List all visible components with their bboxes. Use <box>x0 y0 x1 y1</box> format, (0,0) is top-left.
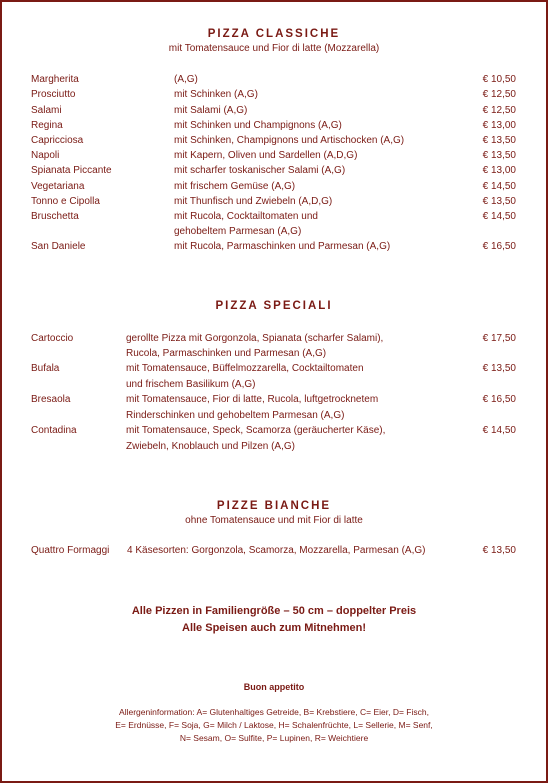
item-name: Salami <box>31 105 62 116</box>
item-description: mit Schinken (A,G) <box>174 89 258 100</box>
item-name: Cartoccio <box>31 333 74 344</box>
item-price: € 14,50 <box>482 181 516 192</box>
item-description: mit scharfer toskanischer Salami (A,G) <box>174 165 346 176</box>
item-description: gehobeltem Parmesan (A,G) <box>174 226 302 237</box>
item-description: und frischem Basilikum (A,G) <box>126 379 256 390</box>
item-price: € 10,50 <box>482 74 516 85</box>
section-title-speciali: PIZZA SPECIALI <box>215 300 333 312</box>
item-price: € 13,50 <box>482 545 516 556</box>
allergen-line: N= Sesam, O= Sulfite, P= Lupinen, R= Weichtiere <box>179 733 369 743</box>
item-description: gerollte Pizza mit Gorgonzola, Spianata (scharfer Salami), <box>126 333 384 344</box>
item-description: mit Tomatensauce, Büffelmozzarella, Cocktailtomaten <box>126 363 364 374</box>
item-description: mit Thunfisch und Zwiebeln (A,D,G) <box>174 196 333 207</box>
item-price: € 14,50 <box>482 211 516 222</box>
item-price: € 13,50 <box>482 150 516 161</box>
item-description: Zwiebeln, Knoblauch und Pilzen (A,G) <box>126 441 295 452</box>
item-name: Contadina <box>31 425 77 436</box>
allergen-line: E= Erdnüsse, F= Soja, G= Milch / Laktose, H= Schalenfrüchte, L= Sellerie, M= Senf, <box>115 720 433 730</box>
item-name: San Daniele <box>31 241 86 252</box>
item-price: € 13,00 <box>482 165 516 176</box>
allergen-line: Allergeninformation: A= Glutenhaltiges Getreide, B= Krebstiere, C= Eier, D= Fisch, <box>119 707 429 717</box>
item-price: € 13,50 <box>482 363 516 374</box>
item-price: € 12,50 <box>482 105 516 116</box>
item-description: mit Tomatensauce, Speck, Scamorza (geräucherter Käse), <box>126 425 386 436</box>
item-price: € 12,50 <box>482 89 516 100</box>
allergen-info <box>0 706 548 745</box>
item-name: Spianata Piccante <box>31 165 112 176</box>
item-name: Bresaola <box>31 394 71 405</box>
item-price: € 13,50 <box>482 135 516 146</box>
closing-line: Buon appetito <box>243 682 305 692</box>
item-price: € 13,50 <box>482 196 516 207</box>
item-name: Capricciosa <box>31 135 84 146</box>
item-description: Rinderschinken und gehobeltem Parmesan (A,G) <box>126 410 345 421</box>
item-name: Regina <box>31 120 63 131</box>
section-title-bianche: PIZZE BIANCHE <box>216 500 332 512</box>
item-description: mit frischem Gemüse (A,G) <box>174 181 296 192</box>
item-description: mit Tomatensauce, Fior di latte, Rucola, luftgetrocknetem <box>126 394 379 405</box>
item-price: € 14,50 <box>482 425 516 436</box>
item-name: Quattro Formaggi <box>31 545 110 556</box>
item-name: Napoli <box>31 150 60 161</box>
item-description: mit Kapern, Oliven und Sardellen (A,D,G) <box>174 150 358 161</box>
item-price: € 13,00 <box>482 120 516 131</box>
section-subtitle-bianche: ohne Tomatensauce und mit Fior di latte <box>185 515 363 526</box>
item-price: € 16,50 <box>482 241 516 252</box>
item-name: Bruschetta <box>31 211 79 222</box>
item-price: € 17,50 <box>482 333 516 344</box>
family-size-notice: Alle Pizzen in Familiengröße – 50 cm – doppelter Preis <box>131 605 417 617</box>
item-price: € 16,50 <box>482 394 516 405</box>
item-description: mit Salami (A,G) <box>174 105 248 116</box>
item-description: mit Rucola, Parmaschinken und Parmesan (A,G) <box>174 241 391 252</box>
item-name: Tonno e Cipolla <box>31 196 100 207</box>
item-description: mit Schinken und Champignons (A,G) <box>174 120 342 131</box>
item-name: Prosciutto <box>31 89 76 100</box>
item-name: Bufala <box>31 363 60 374</box>
item-description: Rucola, Parmaschinken und Parmesan (A,G) <box>126 348 327 359</box>
takeaway-notice: Alle Speisen auch zum Mitnehmen! <box>182 622 366 634</box>
section-subtitle-classiche: mit Tomatensauce und Fior di latte (Mozzarella) <box>168 43 380 54</box>
item-description: mit Schinken, Champignons und Artischocken (A,G) <box>174 135 405 146</box>
section-title-classiche: PIZZA CLASSICHE <box>207 28 341 40</box>
item-name: Margherita <box>31 74 79 85</box>
item-description: mit Rucola, Cocktailtomaten und <box>174 211 318 222</box>
item-name: Vegetariana <box>31 181 85 192</box>
item-description: 4 Käsesorten: Gorgonzola, Scamorza, Mozzarella, Parmesan (A,G) <box>127 545 426 556</box>
item-description: (A,G) <box>174 74 198 85</box>
